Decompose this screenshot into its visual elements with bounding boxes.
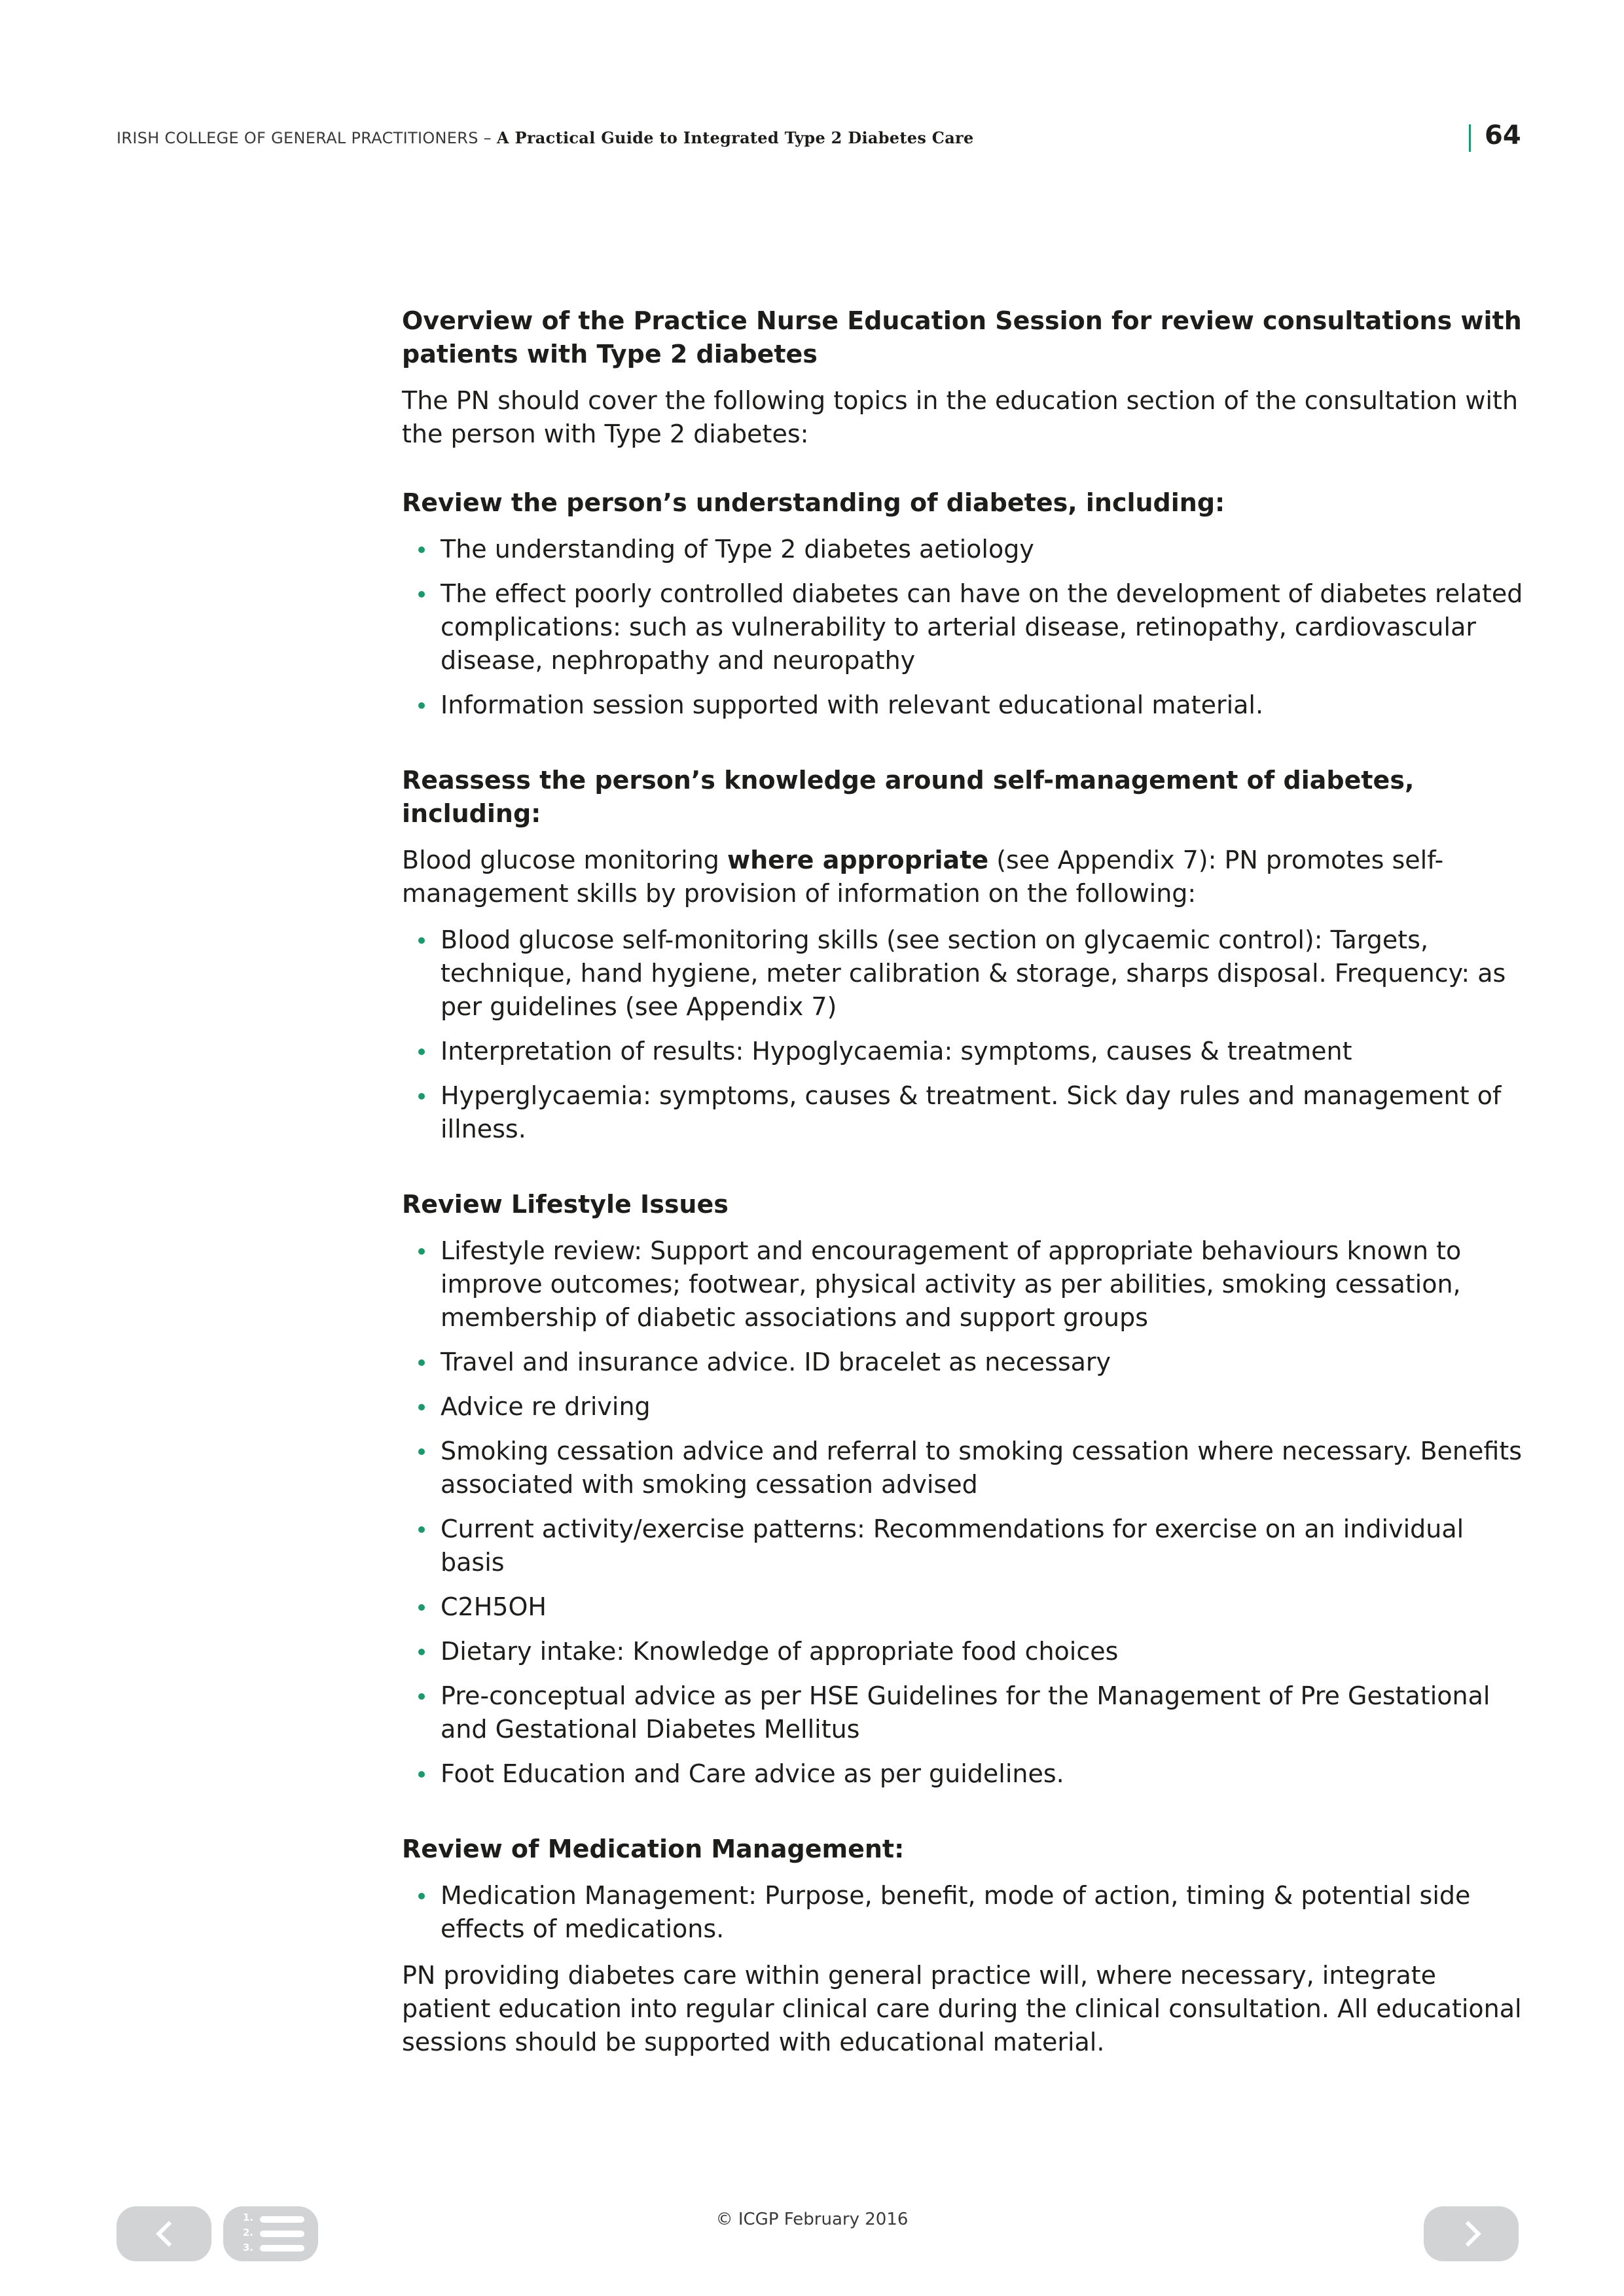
list-item [402,577,1528,677]
section-heading-understanding: Review the person’s understanding of diabetes, including: [402,488,1225,517]
bullet-icon [418,1771,425,1778]
list-item-text: Information session supported with relevant educational material. [441,691,1264,719]
bullet-icon [418,1093,425,1100]
bullet-icon [418,1526,425,1533]
header-guide-title: A Practical Guide to Integrated Type 2 Diabetes Care [496,128,974,147]
list-item-text: Medication Management: Purpose, benefit, mode of action, timing & potential side effects of medications. [441,1881,1471,1943]
list-item-text: Interpretation of results: Hypoglycaemia: symptoms, causes & treatment [441,1037,1352,1066]
list-item-text: Travel and insurance advice. ID bracelet as necessary [441,1348,1111,1376]
list-item [402,533,1528,566]
list-item [402,1346,1528,1379]
section-heading-self-management: Reassess the person’s knowledge around self-management of diabetes, including: [402,766,1415,828]
header-separator: – [478,129,497,147]
bullet-icon [418,1404,425,1410]
list-item-text: Advice re driving [441,1392,651,1421]
bullet-icon [418,591,425,598]
list-item [402,1234,1528,1335]
intro-paragraph: The PN should cover the following topics in the education section of the consultation with the person with Type 2 diabetes: [402,386,1519,448]
list-item-text: Dietary intake: Knowledge of appropriate food choices [441,1637,1119,1666]
bullet-icon [418,702,425,709]
previous-page-button[interactable] [117,2206,211,2261]
para-text-end: (see Appendix 7): PN promotes self-management skills by provision of information on the following: [402,846,1444,908]
bullet-icon [418,1248,425,1255]
section-title: Overview of the Practice Nurse Education Session for review consultations with patients with Type 2 diabetes [402,306,1522,368]
list-item [402,1513,1528,1579]
chevron-left-icon [156,2221,182,2247]
bullet-icon [418,1693,425,1700]
list-item-text: Smoking cessation advice and referral to smoking cessation where necessary. Benefits associated with smoking cessation advised [441,1437,1523,1499]
self-management-list [402,924,1528,1146]
numbered-list-icon [260,2216,304,2223]
list-item-text: Pre-conceptual advice as per HSE Guidelines for the Management of Pre Gestational and Gestational Diabetes Mellitus [441,1681,1490,1744]
list-item [402,1679,1528,1746]
numbered-list-icon-line [260,2231,304,2237]
list-item-text: The understanding of Type 2 diabetes aetiology [441,535,1034,564]
list-item-text: Lifestyle review: Support and encouragement of appropriate behaviours known to improve outcomes; footwear, physical activity as per abilities, smoking cessation, membership of diabetic associations and support groups [441,1236,1462,1332]
bullet-icon [418,1049,425,1055]
list-item-text: Blood glucose self-monitoring skills (see section on glycaemic control): Targets, technique, hand hygiene, meter calibration & storage, sharps disposal. Frequency: as per guidelines (see Appendix 7) [441,925,1506,1021]
chevron-right-icon [1455,2221,1481,2247]
understanding-list [402,533,1528,722]
list-item [402,1635,1528,1668]
next-page-button[interactable] [1424,2206,1519,2261]
numbered-list-icon-line [260,2245,304,2251]
footer-copyright: © ICGP February 2016 [715,2210,909,2229]
list-item-text: Foot Education and Care advice as per guidelines. [441,1759,1064,1788]
list-item [402,1390,1528,1424]
lifestyle-list [402,1234,1528,1791]
list-item [402,1757,1528,1791]
list-item [402,1879,1528,1946]
bullet-icon [418,1359,425,1366]
list-item-text: C2H5OH [441,1592,547,1621]
running-header [117,128,974,147]
para-text-start: Blood glucose monitoring [402,846,728,874]
list-item [402,1590,1528,1624]
toc-number-1: 1. [243,2212,254,2223]
main-content [402,304,1528,2072]
bullet-icon [418,547,425,553]
bullet-icon [418,1604,425,1611]
table-of-contents-button[interactable] [223,2206,318,2261]
list-item-text: Hyperglycaemia: symptoms, causes & treatment. Sick day rules and management of illness. [441,1081,1502,1143]
page-number-divider [1469,124,1471,152]
bullet-icon [418,1893,425,1899]
section-heading-lifestyle: Review Lifestyle Issues [402,1190,729,1219]
toc-number-2: 2. [243,2227,254,2238]
bullet-icon [418,937,425,944]
toc-number-3: 3. [243,2242,254,2253]
list-item [402,1035,1528,1068]
page-number: 64 [1485,120,1521,151]
medication-list [402,1879,1528,1946]
bullet-icon [418,1448,425,1455]
para-text-bold: where appropriate [727,846,989,874]
list-item-text: The effect poorly controlled diabetes can have on the development of diabetes related complications: such as vulnerability to arterial disease, retinopathy, cardiovascular disease, nephropathy and neuropathy [441,579,1523,675]
header-org: IRISH COLLEGE OF GENERAL PRACTITIONERS [117,129,478,147]
self-management-paragraph [402,844,1528,910]
list-item [402,1435,1528,1501]
list-item-text: Current activity/exercise patterns: Recommendations for exercise on an individual basis [441,1515,1464,1577]
list-item [402,689,1528,722]
section-heading-medication: Review of Medication Management: [402,1835,905,1863]
list-item [402,1079,1528,1146]
closing-paragraph: PN providing diabetes care within general practice will, where necessary, integrate patient education into regular clinical care during the clinical consultation. All educational sessions should be supported with educational material. [402,1961,1522,2056]
list-item [402,924,1528,1024]
bullet-icon [418,1649,425,1655]
